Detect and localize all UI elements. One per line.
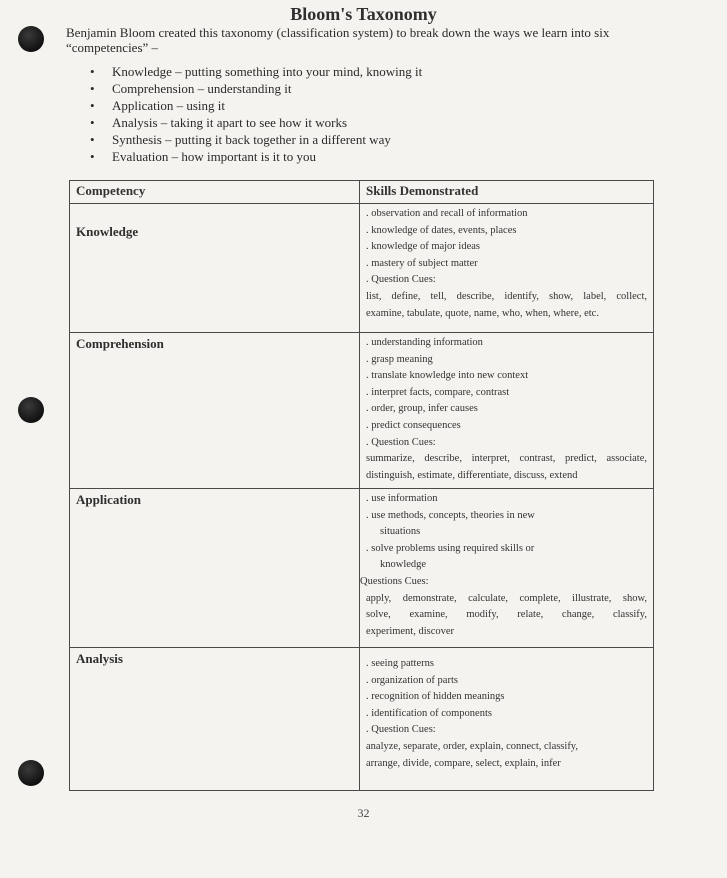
skill-line: . mastery of subject matter (366, 257, 478, 269)
header-competency: Competency (70, 181, 360, 204)
question-cues-line: examine, tabulate, quote, name, who, when, where, etc. (366, 307, 599, 319)
table-header-row (70, 181, 654, 204)
question-cues-line: apply, demonstrate, calculate, complete, illustrate, show, (366, 592, 647, 604)
competency-name: Analysis (76, 651, 123, 666)
skill-line: . Question Cues: (366, 724, 436, 736)
question-cues-line: distinguish, estimate, differentiate, discuss, extend (366, 469, 578, 481)
skill-line: . understanding information (366, 337, 483, 348)
taxonomy-table (69, 180, 654, 791)
competency-name: Comprehension (76, 336, 164, 351)
skill-line: . use information (366, 493, 438, 504)
skill-line: knowledge (380, 559, 427, 571)
table-row (70, 489, 654, 648)
page-number: 32 (357, 806, 370, 820)
skill-line: . solve problems using required skills or (366, 542, 535, 554)
table-row (70, 204, 654, 333)
skill-line: . identification of components (366, 707, 492, 719)
skills-cell (360, 648, 653, 772)
question-cues-line: arrange, divide, compare, select, explain, infer (366, 757, 561, 769)
skill-line: situations (380, 526, 421, 538)
page-title: Bloom's Taxonomy (290, 4, 437, 24)
list-item: • Knowledge – putting something into your mind, knowing it (90, 63, 422, 80)
question-cues-line: experiment, discover (366, 625, 455, 637)
skills-cell (360, 204, 653, 322)
skill-line: . Question Cues: (366, 436, 436, 448)
skill-line: . translate knowledge into new context (366, 370, 529, 382)
skill-line: . knowledge of dates, events, places (366, 224, 517, 236)
skill-line: Questions Cues: (360, 575, 429, 587)
table-row (70, 333, 654, 489)
skills-cell (360, 489, 653, 640)
header-skills: Skills Demonstrated (360, 181, 654, 204)
question-cues-line: list, define, tell, describe, identify, show, label, collect, (366, 290, 647, 302)
question-cues-line: summarize, describe, interpret, contrast, predict, associate, (366, 453, 647, 465)
competency-name: Knowledge (76, 224, 139, 239)
skill-line: . organization of parts (366, 674, 458, 686)
table-row (70, 648, 654, 791)
question-cues-line: analyze, separate, order, explain, connect, classify, (366, 740, 579, 752)
list-item: • Analysis – taking it apart to see how it works (90, 114, 422, 131)
skill-line: . observation and recall of information (366, 208, 528, 219)
list-item: • Synthesis – putting it back together in a different way (90, 131, 422, 148)
binder-hole-icon (18, 397, 44, 423)
skill-line: . use methods, concepts, theories in new (366, 509, 535, 521)
skill-line: . seeing patterns (366, 658, 434, 669)
binder-hole-icon (18, 26, 44, 52)
skill-line: . knowledge of major ideas (366, 241, 481, 253)
skills-cell (360, 333, 653, 484)
question-cues-line: solve, examine, modify, relate, change, classify, (366, 609, 647, 621)
competency-list (90, 63, 422, 165)
skill-line: . order, group, infer causes (366, 403, 478, 415)
skill-line: . Question Cues: (366, 274, 436, 286)
skill-line: . grasp meaning (366, 353, 433, 365)
list-item: • Comprehension – understanding it (90, 80, 422, 97)
competency-name: Application (76, 492, 142, 507)
skill-line: . recognition of hidden meanings (366, 691, 505, 703)
skill-line: . predict consequences (366, 419, 461, 431)
intro-paragraph: Benjamin Bloom created this taxonomy (classification system) to break down the ways we learn into six “competencies” – (66, 25, 610, 55)
list-item: • Application – using it (90, 97, 422, 114)
binder-hole-icon (18, 760, 44, 786)
list-item: • Evaluation – how important is it to you (90, 148, 422, 165)
skill-line: . interpret facts, compare, contrast (366, 386, 510, 398)
